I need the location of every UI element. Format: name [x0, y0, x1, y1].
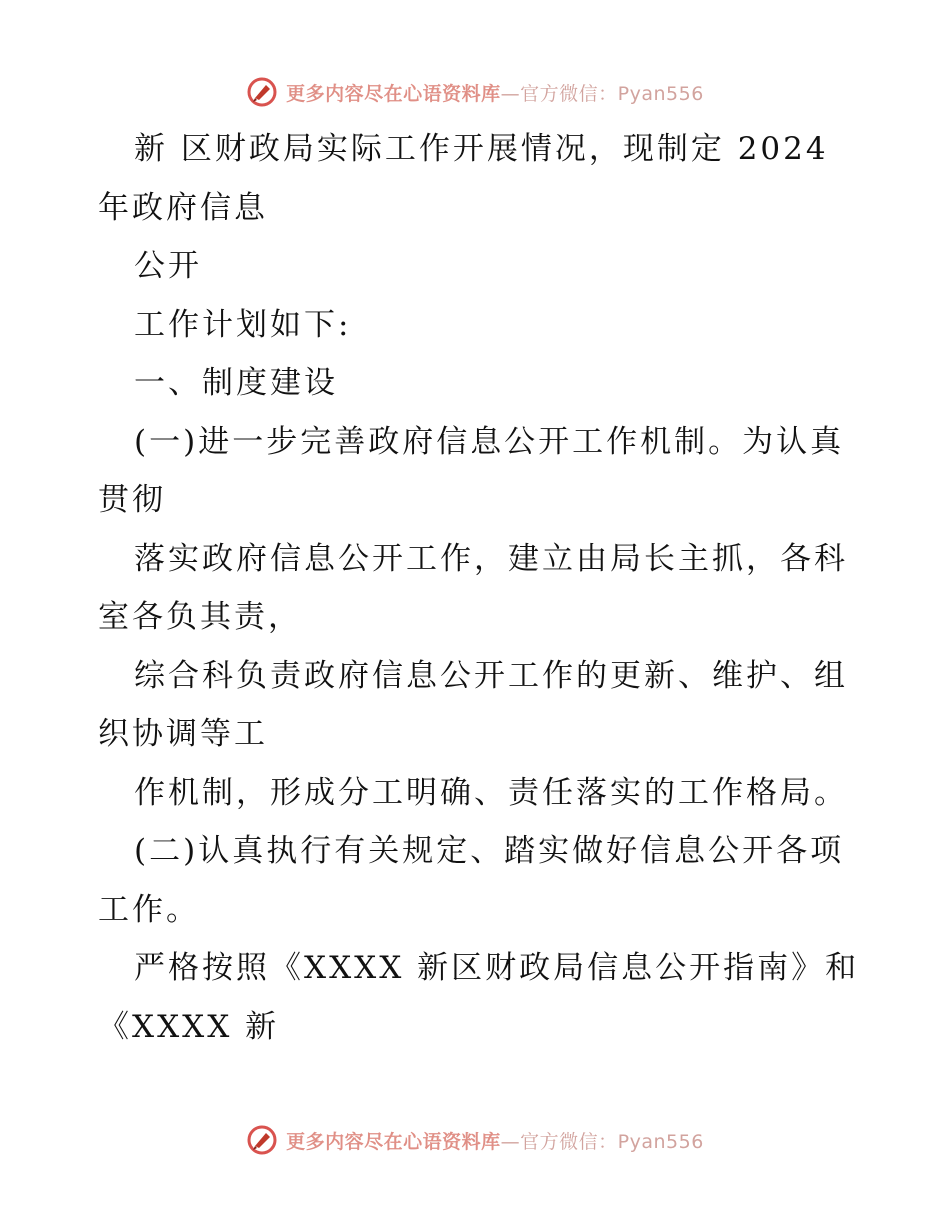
pen-logo-icon	[246, 76, 278, 108]
watermark-text	[286, 1127, 704, 1154]
watermark-brand: 更多内容尽在心语资料库	[286, 82, 501, 105]
body-line: 贯彻	[98, 482, 166, 518]
body-line: 《XXXX 新	[98, 1008, 280, 1045]
header-watermark	[0, 72, 950, 112]
body-line: 新 区财政局实际工作开展情况，现制定 2024	[134, 131, 829, 167]
body-line: 严格按照《XXXX 新区财政局信息公开指南》和	[134, 950, 860, 986]
footer-watermark	[0, 1120, 950, 1160]
body-line: 工作计划如下:	[134, 306, 352, 343]
body-line: (一)进一步完善政府信息公开工作机制。为认真	[134, 423, 845, 460]
body-line: 公开	[134, 248, 202, 284]
watermark-contact: —官方微信：Pyan556	[500, 1130, 704, 1153]
section-heading: 一、制度建设	[134, 365, 338, 401]
watermark-contact: —官方微信：Pyan556	[500, 82, 704, 105]
body-line: 作机制，形成分工明确、责任落实的工作格局。	[134, 774, 848, 811]
body-line: 室各负其责，	[98, 599, 302, 635]
watermark-brand: 更多内容尽在心语资料库	[286, 1130, 501, 1153]
body-line: (二)认真执行有关规定、踏实做好信息公开各项	[134, 833, 845, 869]
body-line: 年政府信息	[98, 189, 268, 226]
body-line: 织协调等工	[98, 716, 268, 752]
body-line: 工作。	[98, 891, 200, 928]
body-line: 综合科负责政府信息公开工作的更新、维护、组	[134, 657, 848, 694]
pen-logo-icon	[246, 1124, 278, 1156]
body-line: 落实政府信息公开工作，建立由局长主抓，各科	[134, 540, 848, 577]
watermark-text	[286, 79, 704, 106]
document-body	[98, 120, 878, 1056]
